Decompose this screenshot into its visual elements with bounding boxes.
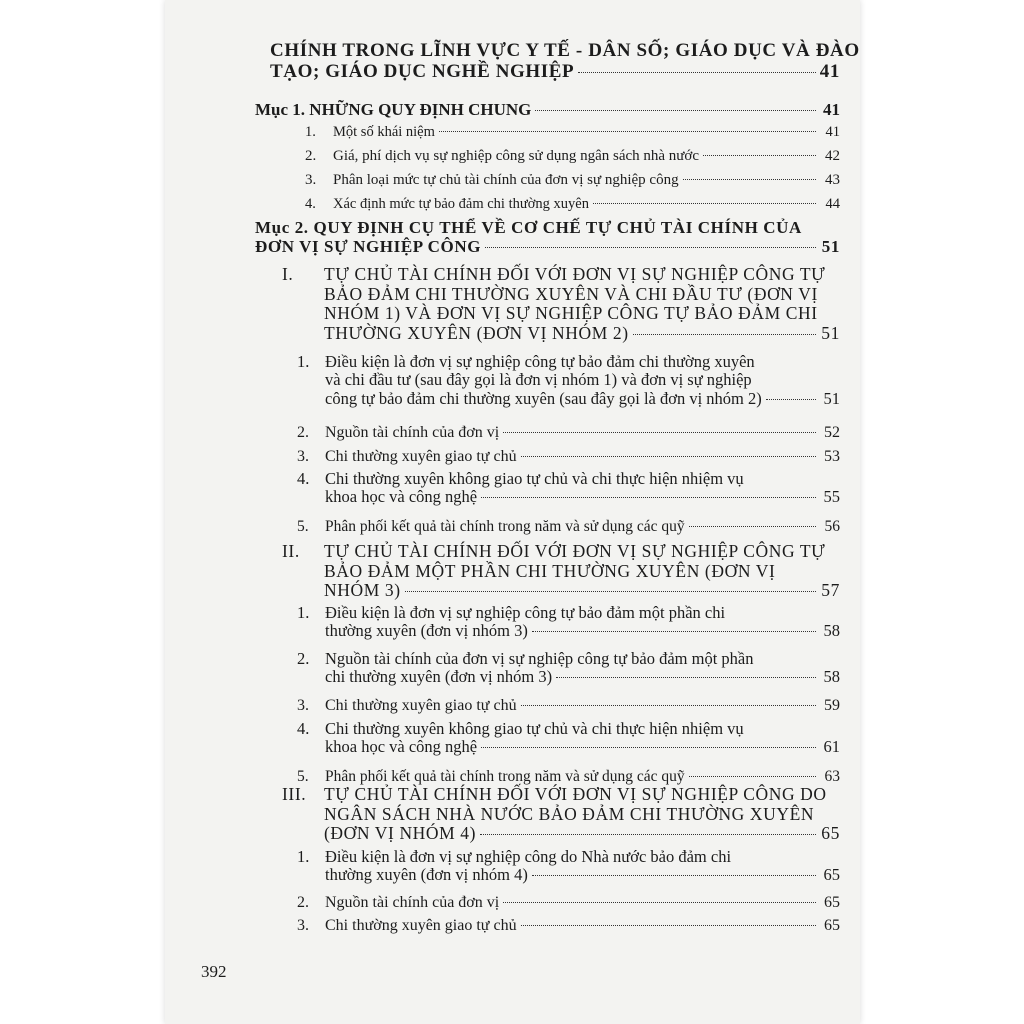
toc-entry-line — [297, 894, 840, 912]
toc-entry[interactable] — [255, 218, 840, 256]
toc-entry-page: 57 — [821, 580, 840, 601]
toc-entry-line — [305, 148, 840, 165]
dot-leader — [535, 110, 816, 111]
toc-entry[interactable] — [297, 604, 840, 641]
toc-entry[interactable] — [297, 448, 840, 466]
toc-entry-number: 5. — [297, 768, 309, 785]
toc-entry-line — [297, 518, 840, 535]
toc-entry-text: Mục 1. NHỮNG QUY ĐỊNH CHUNG — [255, 100, 532, 119]
toc-entry-line — [297, 720, 840, 738]
toc-entry-page: 59 — [824, 697, 840, 714]
toc-entry-page: 51 — [821, 322, 840, 343]
toc-entry-line — [297, 390, 840, 408]
toc-entry-text: khoa học và công nghệ — [325, 487, 478, 507]
toc-entry-line — [282, 785, 840, 805]
dot-leader — [405, 591, 816, 592]
toc-entry-page: 58 — [823, 667, 840, 687]
toc-entry-page: 53 — [824, 448, 840, 465]
toc-entry-text: Nguồn tài chính của đơn vị — [325, 424, 500, 441]
toc-entry-text: BẢO ĐẢM CHI THƯỜNG XUYÊN VÀ CHI ĐẦU TƯ (ĐƠN VỊ — [324, 283, 818, 304]
toc-entry-line — [305, 172, 840, 189]
toc-entry[interactable] — [282, 265, 840, 343]
toc-entry-text: Phân phối kết quả tài chính trong năm và sử dụng các quỹ — [325, 768, 685, 785]
toc-entry-text: TỰ CHỦ TÀI CHÍNH ĐỐI VỚI ĐƠN VỊ SỰ NGHIỆP CÔNG TỰ — [324, 264, 826, 284]
toc-entry[interactable] — [255, 100, 840, 119]
toc-entry-text: công tự bảo đảm chi thường xuyên (sau đây gọi là đơn vị nhóm 2) — [325, 388, 762, 408]
dot-leader — [481, 497, 816, 498]
toc-entry-page: 43 — [825, 172, 840, 188]
toc-entry-line — [297, 353, 840, 371]
toc-entry-page: 61 — [823, 737, 840, 757]
toc-entry[interactable] — [282, 785, 840, 844]
toc-entry[interactable] — [297, 518, 840, 535]
dot-leader — [532, 631, 816, 632]
toc-entry-text: Chi thường xuyên không giao tự chủ và chi thực hiện nhiệm vụ — [325, 469, 744, 488]
toc-entry-line — [255, 237, 840, 256]
toc-entry-text: (ĐƠN VỊ NHÓM 4) — [324, 823, 477, 844]
toc-entry-text: TỰ CHỦ TÀI CHÍNH ĐỐI VỚI ĐƠN VỊ SỰ NGHIỆP CÔNG DO — [324, 784, 827, 804]
toc-entry-number: 1. — [305, 124, 316, 140]
toc-entry-page: 41 — [819, 61, 840, 83]
toc-entry-number: 2. — [297, 894, 309, 911]
toc-entry[interactable] — [305, 124, 840, 140]
toc-entry-line — [305, 124, 840, 140]
toc-entry-number: III. — [282, 784, 307, 804]
toc-entry-line — [297, 448, 840, 466]
toc-entry-line — [297, 917, 840, 935]
toc-entry-line — [297, 470, 840, 488]
toc-entry-line — [297, 768, 840, 785]
toc-entry-text: CHÍNH TRONG LĨNH VỰC Y TẾ - DÂN SỐ; GIÁO DỤC VÀ ĐÀO — [270, 40, 860, 61]
dot-leader — [521, 456, 816, 457]
toc-entry[interactable] — [297, 768, 840, 785]
dot-leader — [633, 334, 816, 335]
toc-entry-number: 2. — [297, 649, 310, 668]
toc-entry-line — [297, 738, 840, 756]
toc-entry[interactable] — [305, 172, 840, 189]
toc-entry-number: I. — [282, 264, 294, 284]
toc-entry-line — [270, 40, 860, 61]
toc-entry-text: và chi đầu tư (sau đây gọi là đơn vị nhóm 1) và đơn vị sự nghiệp — [325, 370, 752, 390]
toc-entry-text: Điều kiện là đơn vị sự nghiệp công tự bảo đảm một phần chi — [325, 603, 726, 622]
toc-entry-page: 51 — [823, 388, 840, 408]
dot-leader — [689, 776, 816, 777]
toc-entry-page: 41 — [823, 100, 840, 119]
toc-entry-text: THƯỜNG XUYÊN (ĐƠN VỊ NHÓM 2) — [324, 322, 629, 343]
dot-leader — [521, 705, 816, 706]
toc-entry-number: 3. — [297, 697, 309, 714]
toc-entry-text: thường xuyên (đơn vị nhóm 4) — [325, 865, 528, 885]
toc-entry-text: TẠO; GIÁO DỤC NGHỀ NGHIỆP — [270, 61, 575, 83]
toc-entry-number: 4. — [305, 196, 316, 212]
toc-entry-line — [282, 562, 840, 582]
toc-entry-page: 52 — [824, 424, 840, 441]
toc-entry-line — [297, 668, 840, 686]
dot-leader — [439, 131, 816, 132]
dot-leader — [481, 747, 816, 748]
toc-entry-text: Xác định mức tự bảo đảm chi thường xuyên — [333, 196, 589, 212]
toc-entry-page: 63 — [824, 768, 840, 785]
toc-entry-line — [297, 424, 840, 442]
toc-entry-line — [297, 848, 840, 866]
page-number: 392 — [201, 962, 227, 981]
toc-entry-text: NHÓM 3) — [324, 580, 401, 601]
toc-entry-line — [282, 805, 840, 825]
toc-entry-page: 42 — [825, 148, 840, 164]
toc-entry-line — [282, 542, 840, 562]
toc-entry-text: Điều kiện là đơn vị sự nghiệp công tự bảo đảm chi thường xuyên — [325, 352, 755, 371]
toc-entry-number: 1. — [297, 603, 310, 622]
toc-entry-page: 65 — [823, 865, 840, 885]
toc-entry-text: BẢO ĐẢM MỘT PHẦN CHI THƯỜNG XUYÊN (ĐƠN VỊ — [324, 560, 776, 581]
dot-leader — [521, 925, 816, 926]
toc-entry[interactable] — [297, 917, 840, 935]
toc-entry-page: 51 — [821, 237, 840, 257]
toc-entry[interactable] — [297, 470, 840, 507]
toc-entry-page: 56 — [824, 518, 840, 535]
dot-leader — [503, 902, 816, 903]
toc-entry-line — [297, 866, 840, 884]
toc-entry-text: Nguồn tài chính của đơn vị — [325, 894, 500, 911]
toc-entry[interactable] — [297, 848, 840, 885]
toc-entry-line — [282, 824, 840, 844]
toc-entry-page: 58 — [823, 621, 840, 641]
dot-leader — [689, 526, 816, 527]
toc-entry-text: thường xuyên (đơn vị nhóm 3) — [325, 621, 528, 641]
dot-leader — [556, 677, 816, 678]
toc-entry-number: 4. — [297, 469, 310, 488]
toc-entry-line — [297, 622, 840, 640]
toc-entry-line — [297, 650, 840, 668]
toc-entry-text: Một số khái niệm — [333, 124, 435, 140]
toc-entry-page: 44 — [825, 196, 840, 212]
dot-leader — [703, 155, 816, 156]
dot-leader — [683, 179, 816, 180]
toc-entry-text: Chi thường xuyên giao tự chủ — [325, 697, 517, 714]
toc-entry-number: 1. — [297, 847, 310, 866]
toc-entry[interactable] — [282, 542, 840, 601]
dot-leader — [578, 72, 816, 73]
toc-entry-number: 1. — [297, 352, 310, 371]
toc-entry-text: Chi thường xuyên giao tự chủ — [325, 448, 517, 465]
dot-leader — [485, 247, 816, 248]
toc-entry-text: Chi thường xuyên không giao tự chủ và chi thực hiện nhiệm vụ — [325, 719, 744, 738]
dot-leader — [480, 834, 816, 835]
toc-entry-text: Mục 2. QUY ĐỊNH CỤ THỂ VỀ CƠ CHẾ TỰ CHỦ TÀI CHÍNH CỦA — [255, 218, 802, 237]
toc-entry-line — [297, 697, 840, 715]
toc-entry[interactable] — [297, 650, 840, 687]
toc-entry-text: khoa học và công nghệ — [325, 737, 478, 757]
toc-entry-line — [255, 218, 840, 237]
toc-entry-number: 2. — [305, 148, 317, 164]
toc-entry-page: 41 — [825, 124, 840, 140]
toc-entry-line — [297, 604, 840, 622]
dot-leader — [766, 399, 816, 400]
toc-entry-line — [282, 285, 840, 305]
toc-entry-line — [282, 265, 840, 285]
toc-entry-number: 3. — [297, 917, 309, 934]
toc-entry-line — [297, 488, 840, 506]
toc-entry-text: Chi thường xuyên giao tự chủ — [325, 917, 517, 934]
toc-entry-number: 4. — [297, 719, 310, 738]
toc-entry-text: Phân phối kết quả tài chính trong năm và sử dụng các quỹ — [325, 518, 685, 535]
dot-leader — [532, 875, 816, 876]
toc-entry-page: 55 — [823, 487, 840, 507]
dot-leader — [593, 203, 816, 204]
toc-entry-text: chi thường xuyên (đơn vị nhóm 3) — [325, 667, 553, 687]
toc-entry-number: 3. — [305, 172, 317, 188]
dot-leader — [503, 432, 816, 433]
toc-entry-line — [282, 581, 840, 601]
toc-entry-line — [270, 61, 840, 82]
toc-entry[interactable] — [297, 697, 840, 715]
toc-entry-number: 2. — [297, 424, 309, 441]
toc-entry[interactable] — [297, 353, 840, 408]
toc-entry-text: ĐƠN VỊ SỰ NGHIỆP CÔNG — [255, 237, 482, 257]
toc-entry-number: 5. — [297, 518, 309, 535]
toc-entry-text: Điều kiện là đơn vị sự nghiệp công do Nhà nước bảo đảm chi — [325, 847, 732, 866]
toc-entry[interactable] — [305, 196, 840, 212]
toc-entry-line — [297, 371, 840, 389]
toc-entry-text: TỰ CHỦ TÀI CHÍNH ĐỐI VỚI ĐƠN VỊ SỰ NGHIỆP CÔNG TỰ — [324, 541, 826, 561]
toc-entry[interactable] — [305, 148, 840, 165]
toc-entry-text: NHÓM 1) VÀ ĐƠN VỊ SỰ NGHIỆP CÔNG TỰ BẢO ĐẢM CHI — [324, 303, 818, 324]
toc-entry[interactable] — [297, 894, 840, 912]
toc-entry-page: 65 — [824, 917, 840, 934]
toc-entry-line — [305, 196, 840, 212]
toc-entry-text: NGÂN SÁCH NHÀ NƯỚC BẢO ĐẢM CHI THƯỜNG XUYÊN — [324, 803, 815, 824]
toc-entry-page: 65 — [824, 894, 840, 911]
toc-entry-line — [255, 100, 840, 119]
toc-entry-text: Phân loại mức tự chủ tài chính của đơn vị sự nghiệp công — [333, 172, 679, 188]
toc-entry-text: Giá, phí dịch vụ sự nghiệp công sử dụng ngân sách nhà nước — [333, 148, 700, 164]
toc-entry-page: 65 — [821, 823, 840, 844]
toc-entry[interactable] — [297, 424, 840, 442]
toc-entry[interactable] — [270, 40, 860, 83]
toc-entry[interactable] — [297, 720, 840, 757]
toc-entry-number: II. — [282, 541, 300, 561]
toc-entry-number: 3. — [297, 448, 309, 465]
toc-entry-line — [282, 324, 840, 344]
toc-entry-text: Nguồn tài chính của đơn vị sự nghiệp công tự bảo đảm một phần — [325, 649, 754, 668]
toc-entry-line — [282, 304, 840, 324]
